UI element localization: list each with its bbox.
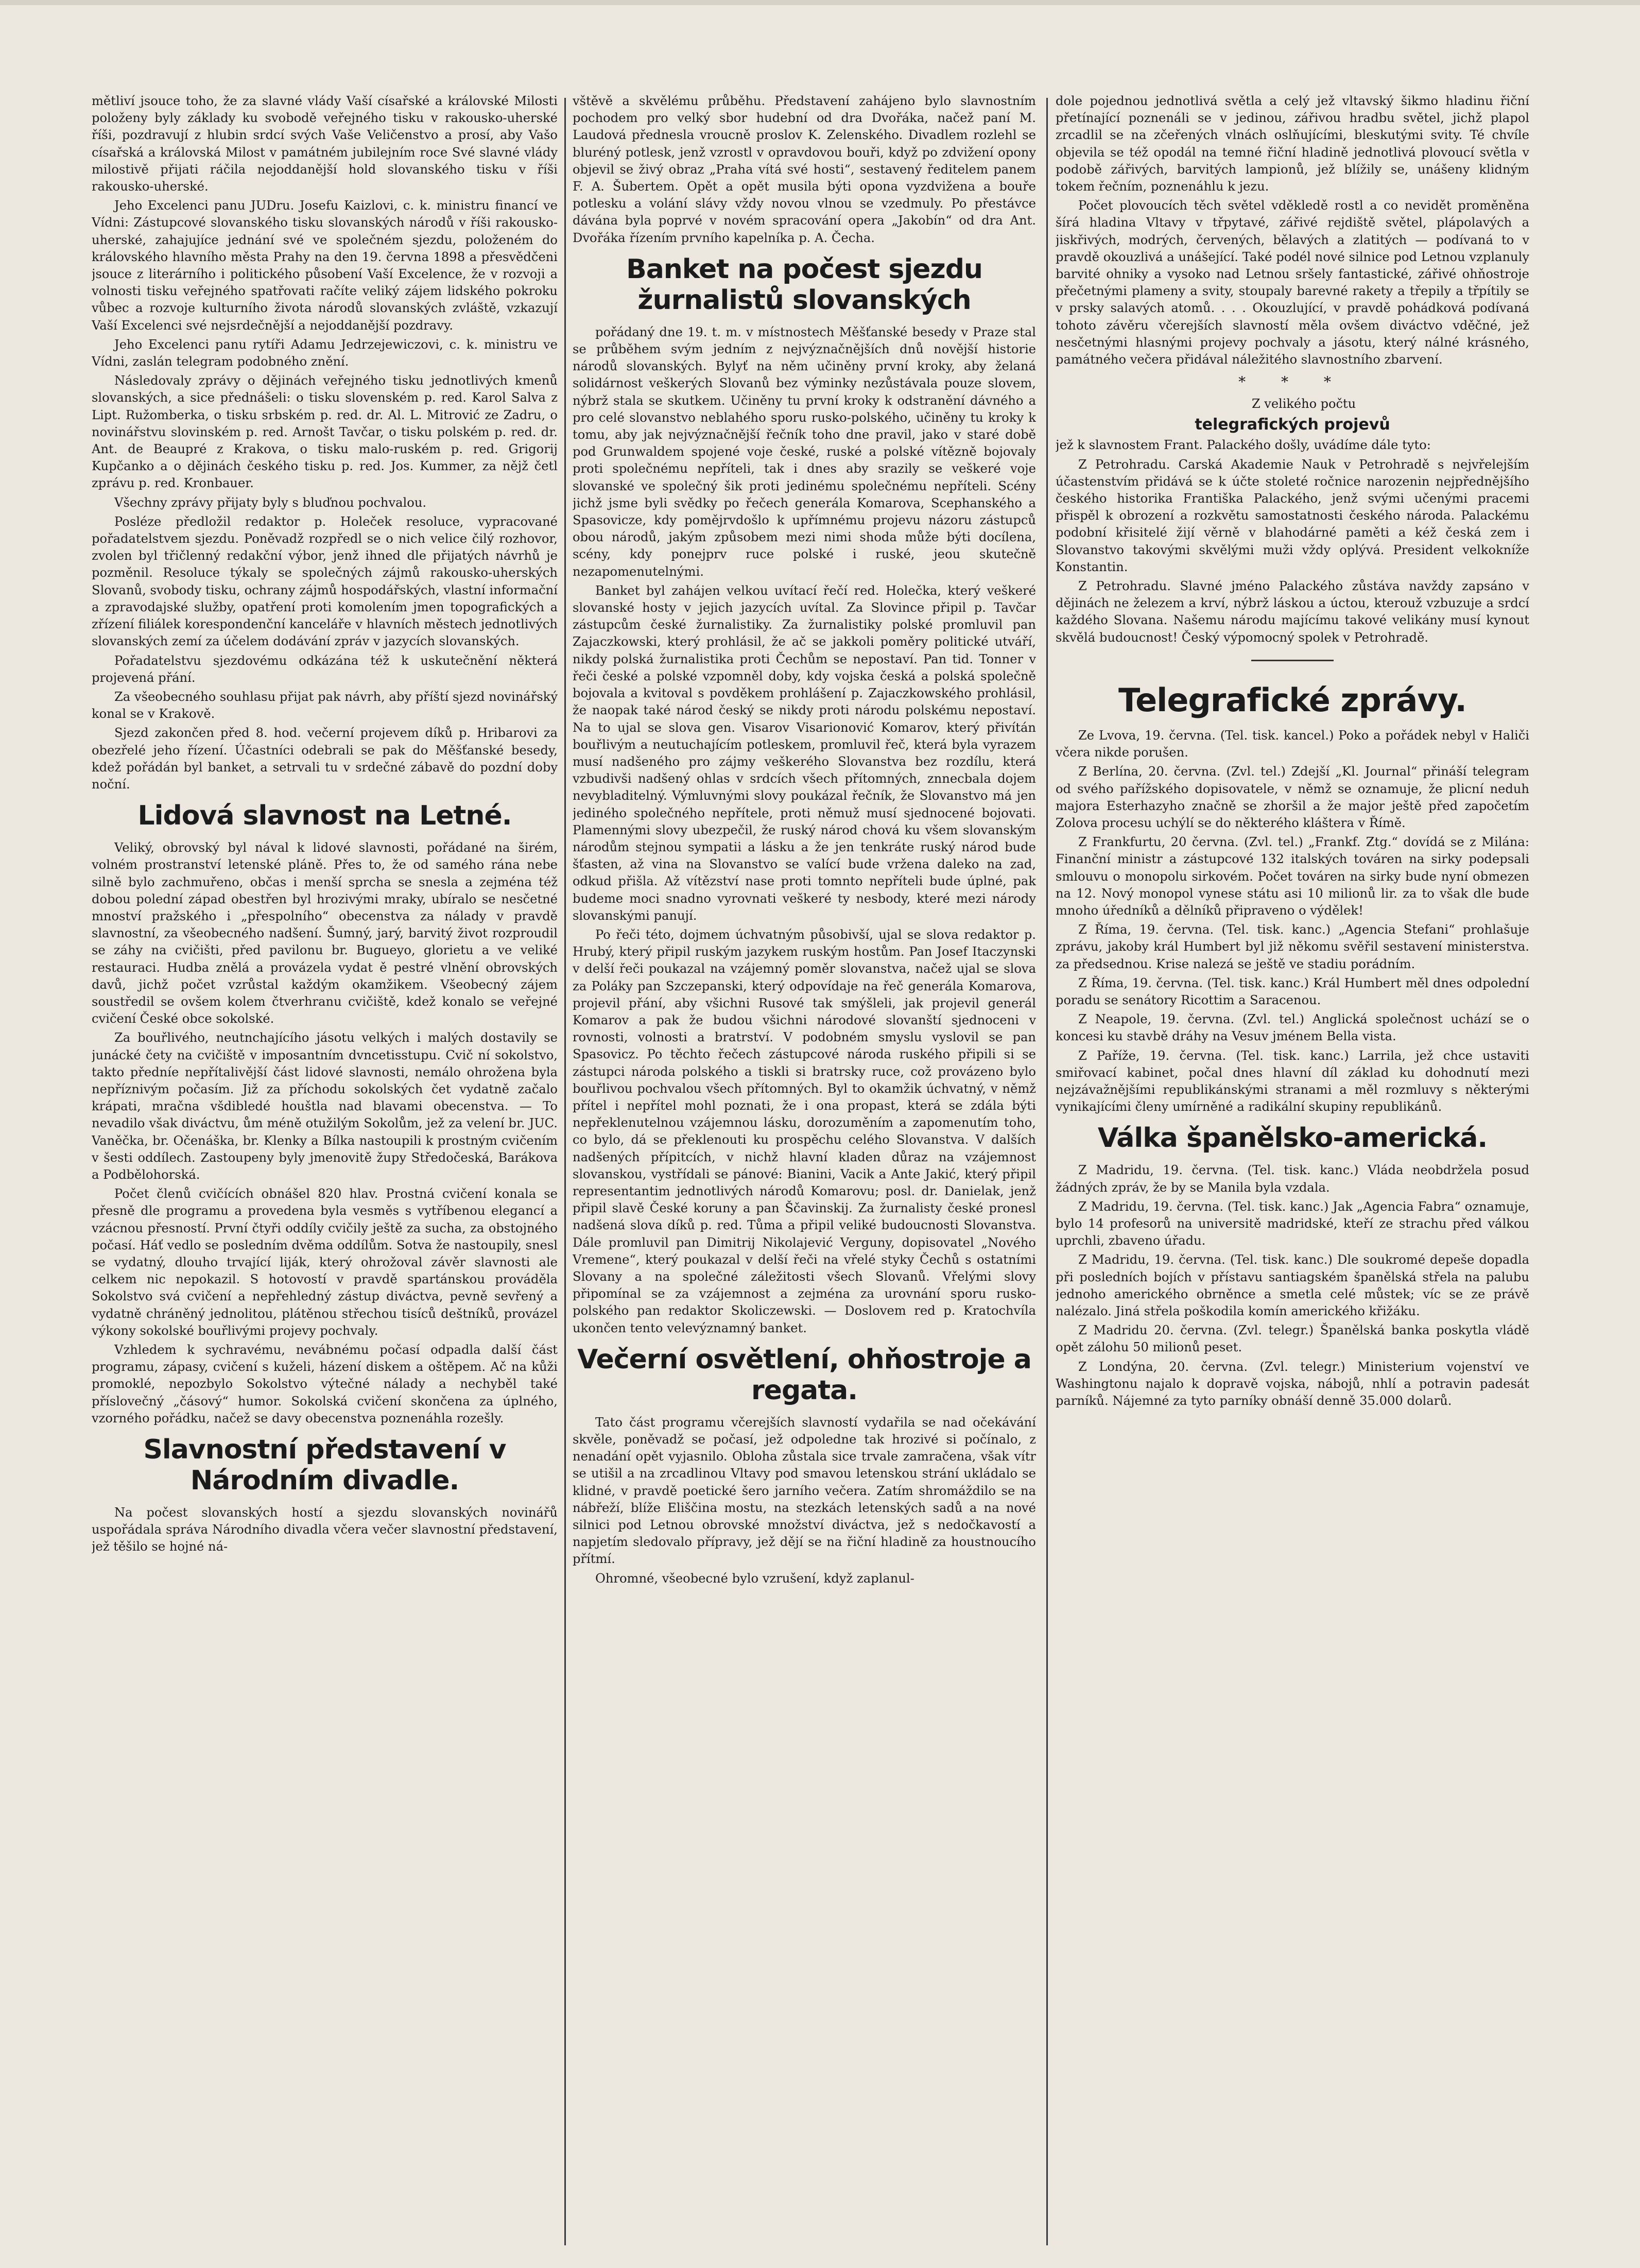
news-item: Z Madridu 20. června. (Zvl. telegr.) Španělská banka poskytla vládě opět zálohu 50 milionů peset. <box>1056 1323 1529 1355</box>
paragraph: mětliví jsouce toho, že za slavné vlády Vaší císařské a královské Milosti položeny byly základy ku svobodě veřejného tisku v rakousko-uherské říši, pozdravují z hlubin srdcí svých Vaše Veličenstvo a prosí, aby Vašo císařská a královská Milost v památném jubilejním roce Své slavné vlády milostivě přijati ráčila nejoddanější hold slovanského tisku v říši rakousko-uherské. <box>92 94 558 194</box>
headline-vecer: Večerní osvětlení, ohňostroje a regata. <box>577 1344 1031 1406</box>
column-3 <box>1056 93 1529 2245</box>
news-item: Z Frankfurtu, 20 června. (Zvl. tel.) „Frankf. Ztg.“ dovídá se z Milána: Finanční ministr a zástupcové 132 italských továren na sirky podepsali smlouvu o monopolu sirkovém. Počet továren na sirky bude nyní obmezen na 12. Nový monopol vynese státu asi 10 milionů lir. za to však dle bude mnoho úředníků a dělníků připraveno o výdělek! <box>1056 835 1529 918</box>
paragraph: Jeho Excelenci panu rytíři Adamu Jedrzejewiczovi, c. k. ministru ve Vídni, zaslán telegram podobného znění. <box>92 337 558 369</box>
paragraph: Po řeči této, dojmem úchvatným působivší, ujal se slova redaktor p. Hrubý, který připil ruským jazykem ruským hostům. Pan Josef Itaczynski v delší řeči poukazal na vzájemný poměr slovanstva, načež ujal se slova za Poláky pan Szczepanski, který odpovídaje na řeč generála Komarova, projevil přání, aby všichni Rusové tak smýšleli, jak projevil generál Komarov a pak že budou všichni národové slovanští sjednoceni v rovnosti, volnosti a bratrství. V podobném smyslu vyslovil se pan Spasovicz. Po těchto řečech zástupcové národa ruského připili si se zástupci národa polského a tiskli si bratrsky ruce, což provázeno bylo bouřlivou pochvalou všech přítomných. Byl to okamžik úchvatný, v němž přítel i nepřítel mohl poznati, že i ona propast, která se zdála býti nepřeklenutelnou vzájemnou lásku, dorozuměním a zapomenutím toho, co bylo, dá se překlenouti ku prospěchu celého Slovanstva. V dalších nadšených přípitcích, v nichž hlavní kladen důraz na vzájemnost slovanskou, vystřídali se pánové: Bianini, Vacik a Ante Jakić, který připil representantim jednotlivých národů Komarovu; posl. dr. Danielak, jenž připil slavě České koruny a pan Ščavinskij. Za žurnalisty české pronesl nadšená slova díků p. red. Tůma a připil veliké budoucnosti Slovanstva. Dále promluvil pan Dimitrij Nikolajević Verguny, dopisovatel „Nového Vremene“, který poukazal v delší řeči na vřelé styky Čechů s ostatními Slovany a na společné záležitosti všech Slovanů. Vřelými slovy připomínal se za vzájemnost a zejména za urovnání sporu rusko-polského pan redaktor Skoliczewski. — Doslovem red p. Kratochvíla ukončen tento velevýznamný banket. <box>573 927 1036 1335</box>
paragraph: Banket byl zahájen velkou uvítací řečí red. Holečka, který veškeré slovanské hosty v jejich jazycích uvítal. Za Slovince připil p. Tavčar zástupcům české žurnalistiky. Za žurnalistiky polské promluvil pan Zajaczkowski, který prohlásil, že ač se jakkoli poměry politické utváří, nikdy polská žurnalistika proti Čechům se nepostaví. Pan tid. Tonner v řeči české a polské vzpomněl doby, kdy vojska česká a polská společně bojovala a kvitoval s povděkem prohlášení p. Zajaczkowského prohlásil, že naopak také národ český se nikdy proti národu polskému nepostaví. Na to ujal se slova gen. Visarov Visarionović Komarov, který přivítán bouřlivým a neutuchajícím potleskem, promluvil řeč, která byla vyrazem musí nadšeného pro zájmy veškerého Slovanstva bez rozdílu, která vzbudivši nadšený ohlas v srdcích všech přítomných, znnecbala dojem nevybladitelný. Výmluvnými slovy poukázal řečník, že Slovanstvo má jen jediného společného nepřítele, proti němuž musí sjednocené bojovati. Plamennými slovy ubezpečil, že ruský národ chová ku všem slovanským národům stejnou sympatii a lásku a že jen tenkráte ruský národ bude šťasten, až vina na Slovanstvo se valící bude vržena daleko na zad, odkud přišla. Až vítězství nase proti tomnto nepříteli bude úplné, pak budeme moci snadno vyrovnati veškeré ty nesbody, které mezi národy slovanskými panují. <box>573 583 1036 923</box>
paragraph: Vzhledem k sychravému, nevábnému počasí odpadla další část programu, zápasy, cvičení s kuželi, házení diskem a oštěpem. Ač na kůži promoklé, nepozbylo Sokolstvo výtečné nálady a nechyběl také příslovečný „čásový“ humor. Sokolská cvičení skončena za úplného, vzorného pořádku, načež se davy obecenstva poznenáhla rozešly. <box>92 1343 558 1425</box>
top-margin <box>0 0 1640 5</box>
paragraph: Následovaly zprávy o dějinách veřejného tisku jednotlivých kmenů slovanských, a sice přednášeli: o tisku slovenském p. red. Karol Salva z Lipt. Ružomberka, o tisku srbském p. red. dr. Al. L. Mitrović ze Zadru, o novinářstvu slovinském p. red. Arnošt Tavčar, o tisku polském p. red. dr. Ant. de Beaupré z Krakova, o tisku malo-ruském p. red. Grigorij Kupčanko a o dějinách českého tisku p. red. Jos. Kummer, za nějž četl zprávu p. red. Kronbauer. <box>92 373 558 491</box>
column-2 <box>573 93 1036 2245</box>
paragraph: Z Petrohradu. Carská Akademie Nauk v Petrohradě s nejvřelejším účastenstvím přidává se k účte stoleté ročnice narozenin nejpřednějšího českého historika Františka Palackého, jenž svými učenými pracemi přispěl k obrození a rozkvětu samostatnosti českého národa. Palackému podobní křisitelé žijí věrně v blahodárné paměti a kéž česká zem i Slovanstvo takovými skvělými muži vždy oplývá. President velkokníže Konstantin. <box>1056 457 1529 574</box>
paragraph: Za bouřlivého, neutnchajícího jásotu velkých i malých dostavily se junácké čety na cvičiště v imposantním dvncetisstupu. Cvič ní sokolstvo, takto předníe nepřítalivější část lidové slavnosti, nemálo ohrožena byla nepříznivým počasím. Již za příchodu sokolských čet vydatně začalo krápati, mračna všdibledé houštla nad blavami obecenstva. — To nevadilo však diváctvu, ům méně otužilým Sokolům, jež za velení br. JUC. Vaněčka, br. Očenáška, br. Klenky a Bílka nastoupili k prostným cvičením v šesti oddílech. Zastoupeny byly jmenovitě župy Středočeská, Barákova a Podbělohorská. <box>92 1030 558 1182</box>
paragraph: Počet plovoucích těch světel vděkledě rostl a co nevidět proměněna šírá hladina Vltavy v třpytavé, zářivé rejdiště světel, plápolavých a jiskřivých, modrých, červených, bělavých a zlatitých — podívaná to v pravdě okouzlivá a unášející. Také podél nové silnice pod Letnou vzplanuly barvité ohniky a vysoko nad Letnou sršely fantastické, zářivé ohňostroje přečetnými plameny a svity, stoupaly barevné rakety a třepily a třpítily se v prsky salavých atomů. . . . Okouzlující, v pravdě pohádková podívaná tohoto závěru včerejších slavností měla ovšem diváctvo vděčné, jež nesčetnými hlasnými projevy pochvaly a jásotu, který nálné krásného, památného večera přidával náležitého slavnostního zbarvení. <box>1056 198 1529 367</box>
paragraph: Veliký, obrovský byl nával k lidové slavnosti, pořádané na širém, volném prostranství letenské pláně. Přes to, že od samého rána nebe silně bylo zachmuřeno, občas i menší sprcha se snesla a zejména též dobou polední západ obestřen byl hrozivými mraky, ubíralo se nesčetné mnoství pražského i „přespolního“ obecenstva za nálady v pravdě slavnostní, za všeobecného nadšení. Šumný, jarý, barvitý život rozproudil se záhy na cvičišti, před pavilonu br. Bugueyo, glorietu a ve veliké restauraci. Hudba znělá a provázela vydat ě pestré vlnění obrovských davů, jichž počet vzrůstal každým okamžikem. Všeobecný zájem soustředil se ovšem kolem čtverhranu cvičiště, kdež konalo se veřejné cvičení České obce sokolské. <box>92 840 558 1026</box>
paragraph: Ohromné, všeobecné bylo vzrušení, když zaplanul- <box>595 1571 914 1586</box>
divider <box>1251 660 1334 661</box>
column-1 <box>92 93 558 2245</box>
news-item: Z Berlína, 20. června. (Zvl. tel.) Zdejší „Kl. Journal“ přináší telegram od svého pařížského dopisovatele, v němž se oznamuje, že plicní neduh majora Esterhazyho značně se zhoršil a že major ještě před započetím Zolova procesu uchýlí se do některého kláštera v Římě. <box>1056 764 1529 830</box>
paragraph: Posléze předložil redaktor p. Holeček resoluce, vypracované pořadatelstvem sjezdu. Poněvadž rozpředl se o nich velice čilý rozhovor, zvolen byl třičlenný redakční výbor, jenž ihned dle přijatých návrhů je pozměnil. Resoluce týkaly se společných zájmů rakousko-uherských Slovanů, svobody tisku, ochrany zájmů hospodářských, vlastní informační a zpravodajské služby, opatření proti komolením jmen topografických a zřízení filiálek korespondenční kanceláře v hlavních městech jednotlivých slovanských zemí za účelem dodávání zpráv v jazycích slovanských. <box>92 514 558 649</box>
paragraph: Pořadatelstvu sjezdovému odkázána též k uskutečnění některá projevená přání. <box>92 653 558 685</box>
paragraph: Za všeobecného souhlasu přijat pak návrh, aby příští sjezd novinářský konal se v Krakově. <box>92 689 558 721</box>
news-item: Z Madridu, 19. června. (Tel. tisk. kanc.) Jak „Agencia Fabra“ oznamuje, bylo 14 profesorů na universitě madridské, kteří ze strachu před válkou uprchli, zbaveno úřadu. <box>1056 1199 1529 1248</box>
headline-telegraficke-projevy: telegrafických projevů <box>1195 416 1390 434</box>
paragraph: pořádaný dne 19. t. m. v místnostech Měšťanské besedy v Praze stal se průběhem svým jedním z nejvýznačnějších dnů novější historie národů slovanských. Bylyť na něm učiněny první kroky, aby želaná solidárnost veškerých Slovanů bez výminky nezůstávala pouze slovem, nýbrž stala se skutkem. Učiněny tu první kroky k odstranění dávného a pro celé slovanstvo neblahého sporu rusko-polského, učiněny tu kroky k tomu, aby jak nejvýznačnější řečník toho dne pravil, jako v staré době pod Grunwaldem spojené voje české, ruské a polské vítězně bojovaly proti společnému nepříteli, tak i dnes aby srazily se veškeré voje slovanské ve společný šik proti jedinému společnému nepříteli. Scény jichž jsme byli svědky po řečech generála Komarova, Scephanského a Spasovicze, kdy pomějrvdošlo k upřímnému projevu názoru zástupců obou národů, jakým způsobem mezi nimi shoda může býti docílena, scény, kdy ponejprv ruce polské i ruské, jeou skutečně nezapomenutelnými. <box>573 324 1036 579</box>
paragraph: Tato část programu včerejších slavností vydařila se nad očekávání skvěle, poněvadž se počasí, jež odpoledne tak hrozivé si počínalo, z nenadání opět vyjasnilo. Obloha zůstala sice trvale zamračena, však vítr se utišil a na zrcadlinou Vltavy pod smavou letenskou strání ukládalo se klidné, v pravdě poetické šero jarního večera. Zatím shromáždilo se na nábřeží, blíže Eliščina mostu, na stezkách letenských sadů a na nové silnici pod Letnou obrovské množství diváctva, jež s nedočkavostí a napjetím sledovalo přípravy, jež dějí se na řiční hladině za houstnoucího přítmí. <box>573 1415 1036 1567</box>
news-item: Z Madridu, 19. června. (Tel. tisk. kanc.) Dle soukromé depeše dopadla při posledních bojích v přístavu santiagském španělská střela na palubu jednoho amerického obrněnce a smetla celé můstek; víc se ze právě nalézalo. Jiná střela poškodila komín amerického křižáku. <box>1056 1252 1529 1318</box>
paragraph: Sjezd zakončen před 8. hod. večerní projevem díků p. Hribarovi za obezřelé jeho řízení. Účastníci odebrali se pak do Měšťanské besedy, kdež pořádán byl banket, a setrvali tu v srdečné zábavě do pozdní doby noční. <box>92 726 558 792</box>
paragraph: dole pojednou jednotlivá světla a celý jež vltavský šikmo hladinu řiční přetínající poznenáli se v jedinou, zářivou hradbu světel, jichž plapol zrcadlil se na zčeřených vlnách oslňujícími, bleskutými svity. Té chvíle objevila se též opodál na temné řiční hladině jednotlivá plovoucí světla v podobě zářivých, barvitých lampionů, jež blížily se, unášeny klidným tokem řečním, poznenáhlu k jezu. <box>1056 94 1529 194</box>
news-item: Ze Lvova, 19. června. (Tel. tisk. kancel.) Poko a pořádek nebyl v Haliči včera nikde porušen. <box>1056 728 1529 760</box>
paragraph: Na počest slovanských hostí a sjezdu slovanských novinářů uspořádala správa Národního divadla včera večer slavnostní představení, jež těšilo se hojné ná- <box>92 1505 558 1554</box>
news-item: Z Paříže, 19. června. (Tel. tisk. kanc.) Larrila, jež chce ustaviti smiřovací kabinet, počal dnes hlavní díl základ ku dohodnutí mezi nejzávažnějšími republikánskými stranami a měl rozmluvy s některými vynikajícími členy umírněné a radikální skupiny republikánů. <box>1056 1048 1529 1114</box>
headline-valka: Válka španělsko-americká. <box>1097 1123 1488 1154</box>
news-item: Z Říma, 19. června. (Tel. tisk. kanc.) „Agencia Stefani“ prohlašuje zprávu, jakoby král Humbert byl již někomu svěřil sestavení ministerstva. za předsednou. Krise nalezá se ještě ve stadiu porádním. <box>1056 922 1529 971</box>
section-stars: * * * <box>1238 373 1346 391</box>
paragraph: Jeho Excelenci panu JUDru. Josefu Kaizlovi, c. k. ministru financí ve Vídni: Zástupcové slovanského tisku slovanských národů v říši rakousko-uherské, zahajujíce jednání své ve společném sjezdu, položeném do královského hlavního města Prahy na den 19. června 1898 a přesvědčeni jsouce z literárního i politického působení Vaší Excelence, že v rozvoji a volnosti tisku veřejného spatřovati račíte veliký zájem lidského pokroku vůbec a rozvoje kulturního života národů slovanských zvláště, vzkazují Vaší Excelenci své nejsrdečnější a nejoddanější pozdravy. <box>92 198 558 333</box>
paragraph: Z Petrohradu. Slavné jméno Palackého zůstáva navždy zapsáno v dějinách ne železem a krví, nýbrž láskou a úctou, kterouž vzbuzuje a srdcí každého Slovana. Našemu národu majícímu takové velikány musí kynout skvělá budoucnost! Český výpomocný spolek v Petrohradě. <box>1056 579 1529 645</box>
column-rule-2 <box>1046 98 1048 2245</box>
paragraph: Všechny zprávy přijaty byly s bluďnou pochvalou. <box>114 495 427 510</box>
news-item: Z Neapole, 19. června. (Zvl. tel.) Anglická společnost uchází se o koncesi ku stavbě dráhy na Vesuv jménem Bella vista. <box>1056 1012 1529 1044</box>
headline-letna: Lidová slavnost na Letné. <box>137 800 512 832</box>
telegram-intro: Z velikého počtu <box>1251 397 1356 411</box>
news-item: Z Londýna, 20. června. (Zvl. telegr.) Ministerium vojenství ve Washingtonu najalo k dopravě vojska, nábojů, nhlí a potravin padesát parníků. Nájemné za tyto parníky obnáší denně 35.000 dolarů. <box>1056 1359 1529 1408</box>
paragraph: jež k slavnostem Frant. Palackého došly, uvádíme dále tyto: <box>1056 438 1431 453</box>
headline-divadlo: Slavnostní představení v Národním divadle. <box>143 1434 506 1497</box>
column-rule-1 <box>564 98 566 2245</box>
news-item: Z Madridu, 19. června. (Tel. tisk. kanc.) Vláda neobdržela posud žádných zpráv, že by se Manila byla vzdala. <box>1056 1163 1529 1195</box>
headline-banket: Banket na počest sjezdu žurnalistů slovanských <box>626 253 982 316</box>
headline-telegraficke-zpravy: Telegrafické zprávy. <box>1118 681 1466 719</box>
news-item: Z Říma, 19. června. (Tel. tisk. kanc.) Král Humbert měl dnes odpolední poradu se senátory Ricottim a Saracenou. <box>1056 975 1529 1007</box>
paragraph: vštěvě a skvělému průběhu. Představení zahájeno bylo slavnostním pochodem pro velký sbor hudební od dra Dvořáka, načež paní M. Laudová přednesla vroucně proslov K. Zelenského. Divadlem rozlehl se bluréný potlesk, jenž vzrostl v opravdovou bouři, když po zdvižení opony objevil se živý obraz „Praha vítá své hosti“, sestavený ředitelem panem F. A. Šubertem. Opět a opět musila býti opona vyzdvižena a bouře potlesku a volání slávy vždy novou vlnou se vzedmuly. Po přestávce dávána byla poprvé v novém spracování opera „Jakobín“ od dra Ant. Dvořáka řízením prvního kapelníka p. A. Čecha. <box>573 94 1036 245</box>
paragraph: Počet členů cvičících obnášel 820 hlav. Prostná cvičení konala se přesně dle programu a provedena byla vesměs s vytříbenou elegancí a vzácnou přesností. První čtyři oddíly cvičily ještě za sucha, za obstojného počasí. Háť vedlo se posledním dvěma oddílům. Sotva že nastoupily, snesl se vydatný, dlouho trvající liják, který ohrožoval závěr slavnosti ale celkem nic nepokazil. S hotovostí v pravdě spartánskou prováděla Sokolstvo svá cvičení a nepřehledný zástup diváctva, pevně sevřený a vydatně chráněný jednolitou, plátěnou střechou tisíců deštníků, provázel výkony sokolské bouřlivými projevy pochvaly. <box>92 1187 558 1338</box>
